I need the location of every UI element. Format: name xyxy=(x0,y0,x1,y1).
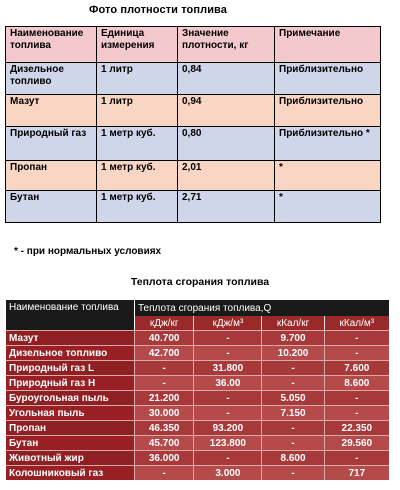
heat-value: 7.600 xyxy=(324,361,389,376)
unit-header: кДж/кг xyxy=(135,316,194,331)
heat-value: 7.150 xyxy=(262,406,324,421)
heat-row xyxy=(6,361,389,376)
heat-group-header: Теплота сгорания топлива,Q xyxy=(135,300,390,316)
heat-value: - xyxy=(324,451,389,466)
heat-value: - xyxy=(194,406,262,421)
heat-value: - xyxy=(262,376,324,391)
fuel-note: Приблизительно * xyxy=(275,127,381,161)
heat-value: 31.800 xyxy=(194,361,262,376)
fuel-note: Приблизительно xyxy=(275,63,381,95)
fuel-unit: 1 литр xyxy=(97,63,178,95)
heat-value: - xyxy=(262,421,324,436)
heat-fuel-name: Мазут xyxy=(6,331,135,346)
heat-value: 36.000 xyxy=(135,451,194,466)
heat-value: 45.700 xyxy=(135,436,194,451)
heat-value: 9.700 xyxy=(262,331,324,346)
heat-value: 22.350 xyxy=(324,421,389,436)
heat-value: 8.600 xyxy=(324,376,389,391)
fuel-name: Дизельное топливо xyxy=(6,63,97,95)
fuel-unit: 1 метр куб. xyxy=(97,161,178,191)
fuel-note: * xyxy=(275,191,381,223)
heat-row xyxy=(6,391,389,406)
fuel-note: * xyxy=(275,161,381,191)
heat-value: - xyxy=(135,466,194,481)
heat-fuel-name: Бутан xyxy=(6,436,135,451)
heat-fuel-name: Природный газ H xyxy=(6,376,135,391)
heat-row xyxy=(6,346,389,361)
fuel-value: 0,80 xyxy=(178,127,275,161)
heat-value: 30.000 xyxy=(135,406,194,421)
heat-value: 36.00 xyxy=(194,376,262,391)
heat-value: - xyxy=(262,466,324,481)
header-name: Наименование топлива xyxy=(6,27,97,63)
heat-fuel-name: Колошниковый газ xyxy=(6,466,135,481)
heat-fuel-name: Природный газ L xyxy=(6,361,135,376)
heat-fuel-name: Животный жир xyxy=(6,451,135,466)
heat-row xyxy=(6,451,389,466)
density-row xyxy=(6,63,381,95)
density-header-row xyxy=(6,27,381,63)
heat-value: 717 xyxy=(324,466,389,481)
heat-value: 40.700 xyxy=(135,331,194,346)
heat-value: - xyxy=(324,331,389,346)
unit-header: кКал/кг xyxy=(262,316,324,331)
fuel-unit: 1 литр xyxy=(97,95,178,127)
fuel-value: 2,01 xyxy=(178,161,275,191)
fuel-value: 0,84 xyxy=(178,63,275,95)
footnote: * - при нормальных условиях xyxy=(14,246,162,257)
fuel-name: Пропан xyxy=(6,161,97,191)
heat-value: - xyxy=(194,346,262,361)
heat-title: Теплота сгорания топлива xyxy=(130,276,270,288)
fuel-value: 2,71 xyxy=(178,191,275,223)
heat-fuel-name: Угольная пыль xyxy=(6,406,135,421)
heat-value: 21.200 xyxy=(135,391,194,406)
fuel-name: Бутан xyxy=(6,191,97,223)
fuel-name: Мазут xyxy=(6,95,97,127)
density-row xyxy=(6,161,381,191)
heat-value: - xyxy=(194,391,262,406)
heat-value: 8.600 xyxy=(262,451,324,466)
heat-row xyxy=(6,376,389,391)
heat-value: - xyxy=(194,451,262,466)
heat-value: - xyxy=(135,376,194,391)
heat-value: - xyxy=(135,361,194,376)
heat-fuel-name: Дизельное топливо xyxy=(6,346,135,361)
heat-row xyxy=(6,406,389,421)
heat-fuel-name: Пропан xyxy=(6,421,135,436)
fuel-value: 0,94 xyxy=(178,95,275,127)
heat-value: - xyxy=(262,436,324,451)
density-row xyxy=(6,191,381,223)
heat-value: - xyxy=(324,406,389,421)
header-note: Примечание xyxy=(275,27,381,63)
unit-header: кКал/м³ xyxy=(324,316,389,331)
density-title: Фото плотности топлива xyxy=(88,4,227,16)
heat-value: 42.700 xyxy=(135,346,194,361)
heat-fuel-name: Буроугольная пыль xyxy=(6,391,135,406)
heat-value: 93.200 xyxy=(194,421,262,436)
heat-header-row xyxy=(6,300,389,316)
heat-value: - xyxy=(262,361,324,376)
heat-value: - xyxy=(324,391,389,406)
heat-table xyxy=(6,300,389,480)
heat-value: 10.200 xyxy=(262,346,324,361)
heat-value: 46.350 xyxy=(135,421,194,436)
heat-value: 5.050 xyxy=(262,391,324,406)
heat-value: 123.800 xyxy=(194,436,262,451)
fuel-note: Приблизительно xyxy=(275,95,381,127)
density-table xyxy=(5,26,381,223)
fuel-unit: 1 метр куб. xyxy=(97,127,178,161)
header-value: Значение плотности, кг xyxy=(178,27,275,63)
heat-value: - xyxy=(194,331,262,346)
heat-value: 3.000 xyxy=(194,466,262,481)
header-unit: Единица измерения xyxy=(97,27,178,63)
density-row xyxy=(6,95,381,127)
heat-row xyxy=(6,421,389,436)
heat-row xyxy=(6,331,389,346)
heat-value: 29.560 xyxy=(324,436,389,451)
density-row xyxy=(6,127,381,161)
fuel-name: Природный газ xyxy=(6,127,97,161)
unit-header: кДж/м³ xyxy=(194,316,262,331)
fuel-unit: 1 метр куб. xyxy=(97,191,178,223)
heat-header-name: Наименование топлива xyxy=(6,300,135,331)
heat-row xyxy=(6,436,389,451)
heat-row xyxy=(6,466,389,481)
heat-value: - xyxy=(324,346,389,361)
